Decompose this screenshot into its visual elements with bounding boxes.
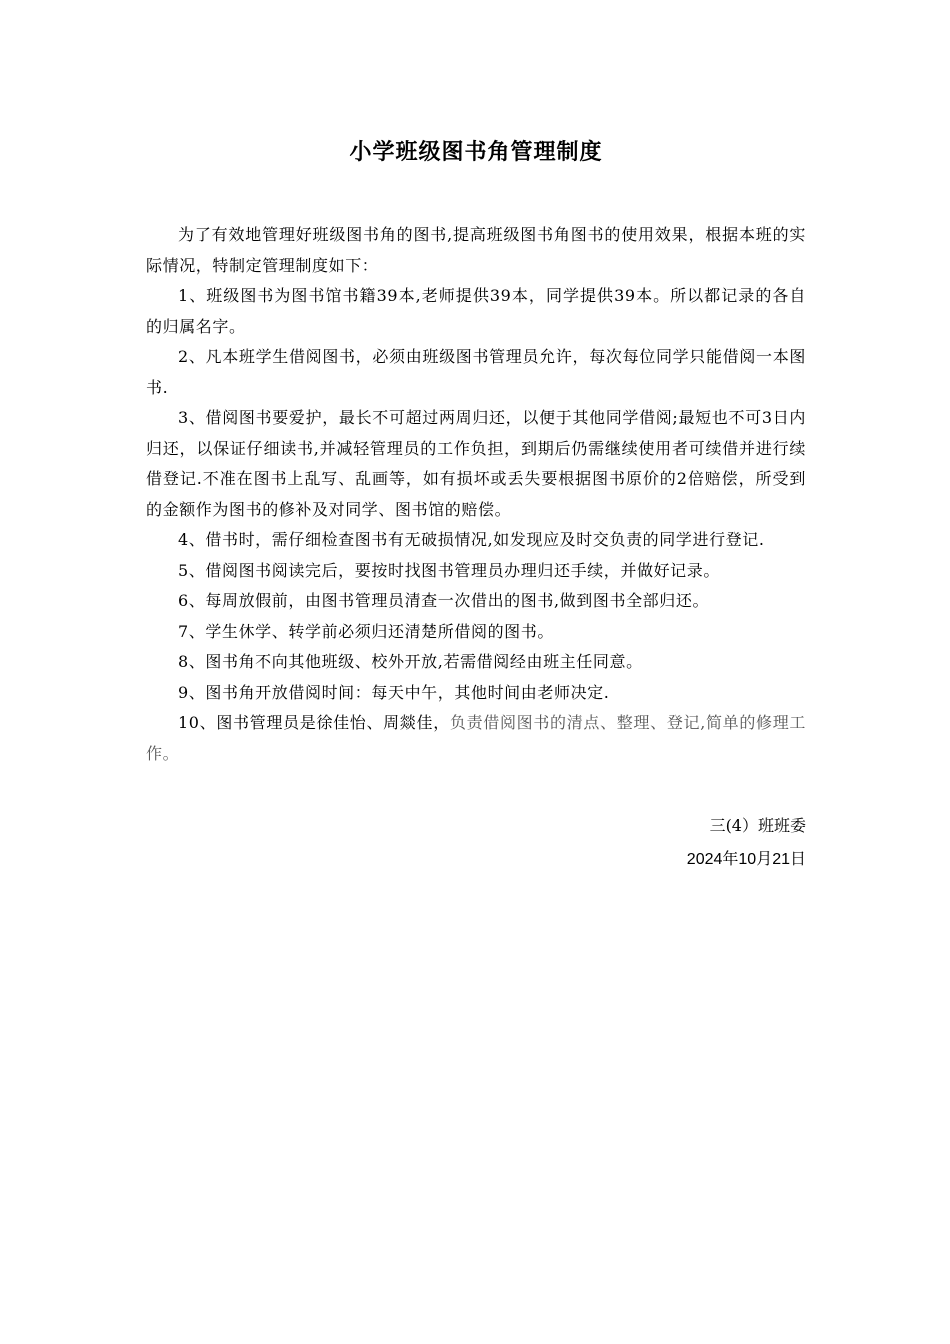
rule-5: 5、借阅图书阅读完后，要按时找图书管理员办理归还手续，并做好记录。 — [178, 560, 720, 580]
signature-block — [146, 809, 806, 877]
rule-9: 9、图书角开放借阅时间：每天中午，其他时间由老师决定. — [178, 682, 610, 702]
rule-10 — [146, 708, 806, 769]
rule-7: 7、学生休学、转学前必须归还清楚所借阅的图书。 — [178, 621, 554, 641]
rule-4: 4、借书时，需仔细检查图书有无破损情况,如发现应及时交负责的同学进行登记. — [178, 530, 765, 549]
rule-6: 6、每周放假前，由图书管理员清查一次借出的图书,做到图书全部归还。 — [178, 591, 710, 610]
intro-paragraph: 为了有效地管理好班级图书角的图书,提高班级图书角图书的使用效果，根据本班的实际情况，特制定管理制度如下： — [146, 225, 806, 275]
rule-10-tail: 负责借阅图书的清点、整理、登记,简单的修理工作。 — [146, 713, 806, 763]
rule-1: 1、班级图书为图书馆书籍39本,老师提供39本，同学提供39本。所以都记录的各自的归属名字。 — [146, 286, 806, 336]
document-title: 小学班级图书角管理制度 — [349, 140, 603, 165]
signature-org: 三(4）班班委 — [709, 816, 806, 835]
rule-10-lead: 10、图书管理员是徐佳怡、周燚佳， — [178, 713, 450, 732]
document-page — [146, 138, 806, 877]
rule-2: 2、凡本班学生借阅图书，必须由班级图书管理员允许，每次每位同学只能借阅一本图书. — [146, 347, 806, 397]
signature-date: 2024年10月21日 — [686, 851, 806, 868]
rule-8: 8、图书角不向其他班级、校外开放,若需借阅经由班主任同意。 — [178, 652, 643, 671]
rule-3: 3、借阅图书要爱护，最长不可超过两周归还，以便于其他同学借阅;最短也不可3日内归还，以保证仔细读书,并减轻管理员的工作负担，到期后仍需继续使用者可续借并进行续借登记.不准在图书上乱写、乱画等，如有损坏或丢失要根据图书原价的2倍赔偿，所受到的金额作为图书的修补及对同学、图书馆的赔偿。 — [146, 408, 806, 519]
